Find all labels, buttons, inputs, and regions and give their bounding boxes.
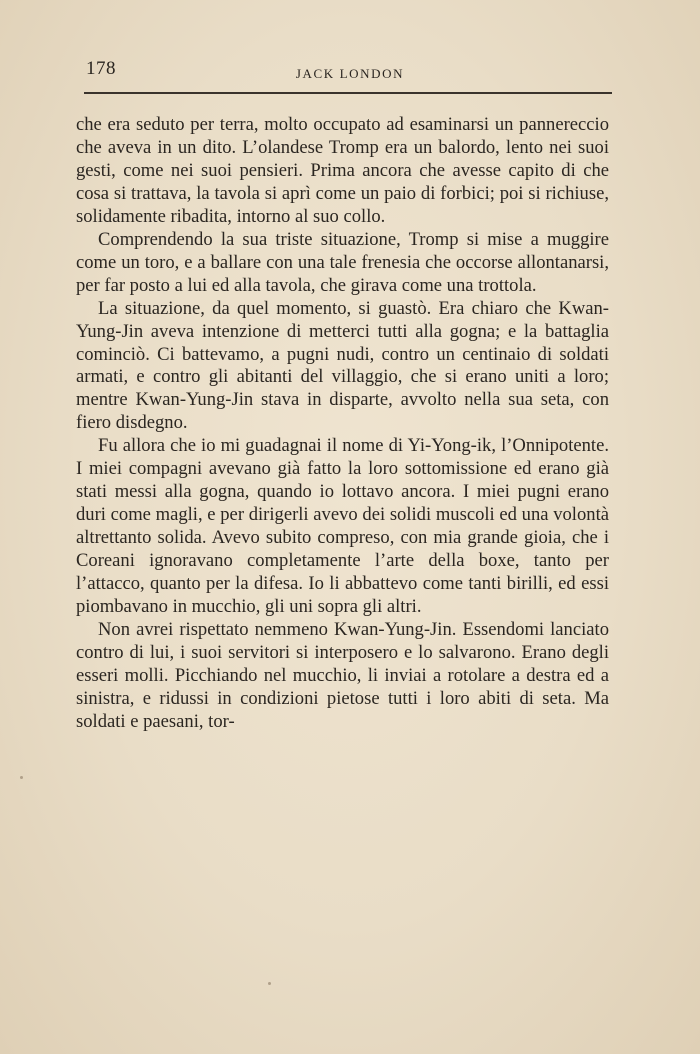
paragraph-5: Non avrei rispettato nemmeno Kwan-Yung-Jin. Essendomi lanciato contro di lui, i suoi servitori si interposero e lo salvarono. Erano degli esseri molli. Picchiando nel mucchio, li inviai a rotolare a destra ed a sinistra, e ridussi in condizioni pietose tutti i loro abiti di seta. Ma soldati e paesani, tor- — [76, 618, 609, 732]
paper-speck — [268, 982, 271, 985]
paragraph-4: Fu allora che io mi guadagnai il nome di Yi-Yong-ik, l’Onnipotente. I miei compagni avevano già fatto la loro sottomissione ed erano già stati messi alla gogna, quando io lottavo ancora. I miei pugni erano duri come magli, e per dirigerli avevo dei solidi muscoli ed una volontà altrettanto solida. Avevo subito compreso, con mia grande gioia, che i Coreani ignoravano completamente l’arte della boxe, tanto per l’attacco, quanto per la difesa. Io li abbattevo come tanti birilli, ed essi piombavano in mucchio, gli uni sopra gli altri. — [76, 435, 609, 618]
paper-speck — [20, 776, 23, 779]
paragraph-1: che era seduto per terra, molto occupato ad esaminarsi un pannereccio che aveva in un dito. L’olandese Tromp era un balordo, lento nei suoi gesti, come nei suoi pensieri. Prima ancora che avesse capito di che cosa si trattava, la tavola si aprì come un paio di forbici; poi si richiuse, solidamente ribadita, intorno al suo collo. — [76, 114, 609, 227]
body-text — [76, 114, 609, 734]
paragraph-2: Comprendendo la sua triste situazione, Tromp si mise a muggire come un toro, e a ballare con una tale frenesia che occorse allontanarsi, per far posto a lui ed alla tavola, che girava come una trottola. — [76, 228, 609, 296]
header-rule — [84, 92, 612, 94]
page-number: 178 — [86, 58, 116, 79]
running-head: JACK LONDON — [295, 66, 405, 81]
paragraph-3: La situazione, da quel momento, si guastò. Era chiaro che Kwan-Yung-Jin aveva intenzione di metterci tutti alla gogna; e la battaglia cominciò. Ci battevamo, a pugni nudi, contro un centinaio di soldati armati, e contro gli abitanti del villaggio, che si erano uniti a loro; mentre Kwan-Yung-Jin stava in disparte, avvolto nella sua seta, con fiero disdegno. — [76, 297, 609, 434]
